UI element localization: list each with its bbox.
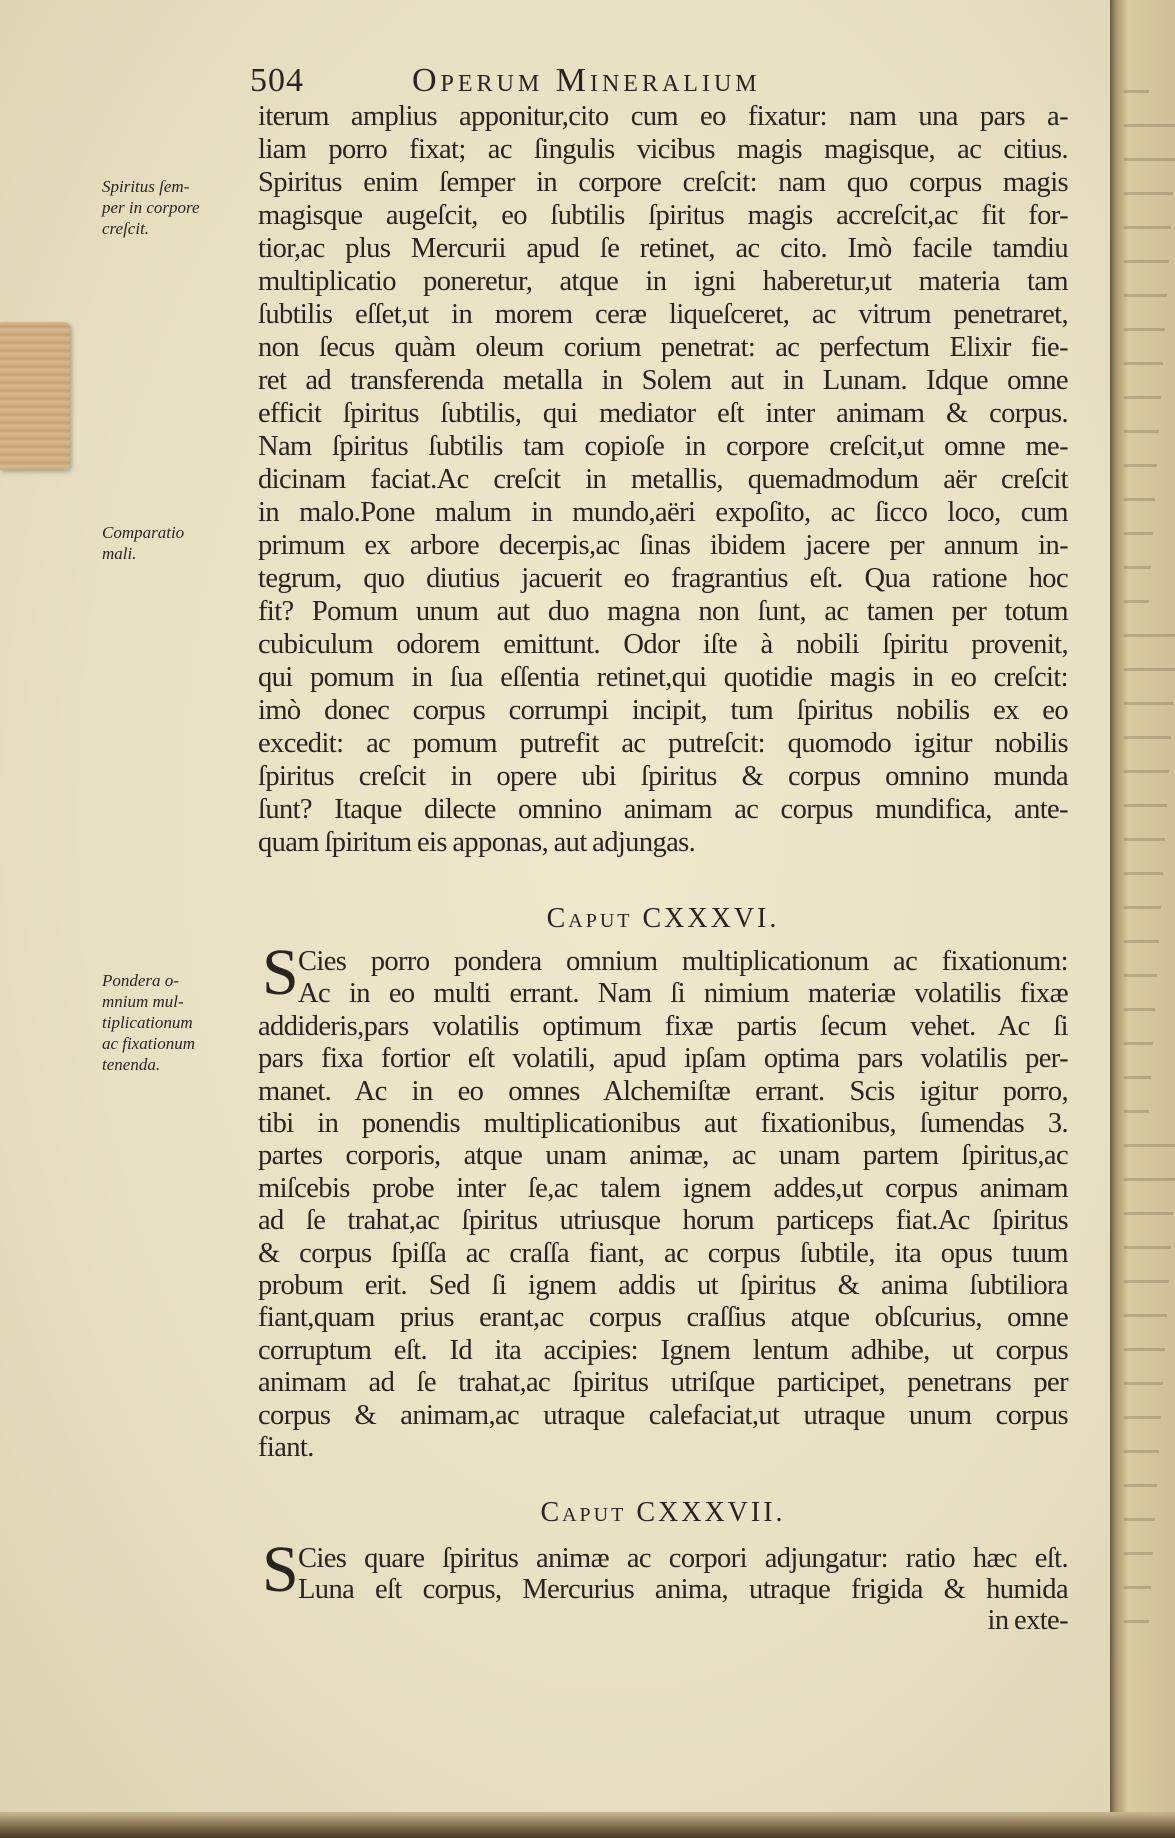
text-line: corruptum eſt. Id ita accipies: Ignem lentum adhibe, ut corpus	[258, 1334, 1068, 1366]
chapter-heading: Caput CXXXVI.	[546, 903, 780, 934]
bleed-through-mark	[1124, 804, 1167, 807]
text-line: fit? Pomum unum aut duo magna non ſunt, ac tamen per totum	[258, 596, 1068, 627]
bleed-through-mark	[1124, 872, 1163, 875]
page-number: 504	[250, 62, 304, 99]
text-line: efficit ſpiritus ſubtilis, qui mediator eſt inter animam & corpus.	[258, 398, 1068, 429]
bleed-through-mark	[1124, 1484, 1157, 1487]
bleed-through-mark	[1124, 532, 1153, 535]
text-line: Cies quare ſpiritus animæ ac corpori adjungatur: ratio hæc eſt.	[298, 1543, 1068, 1574]
bleed-through-mark	[1124, 328, 1165, 331]
margin-note-line: Spiritus ſem-	[102, 177, 190, 196]
text-line: partes corporis, atque unam animæ, ac unam partem ſpiritus,ac	[258, 1140, 1068, 1172]
text-line: addideris,pars volatilis optimum fixæ partis ſecum vehet. Ac ſi	[258, 1010, 1068, 1042]
margin-note	[102, 522, 262, 564]
bleed-through-mark	[1124, 396, 1161, 399]
text-line: tibi in ponendis multiplicationibus aut fixationibus, ſumendas 3.	[258, 1108, 1068, 1139]
bleed-through-mark	[1124, 702, 1173, 705]
text-line: Ac in eo multi errant. Nam ſi nimium materiæ volatilis fixæ	[298, 978, 1068, 1010]
bleed-through-mark	[1124, 668, 1175, 671]
margin-note	[102, 970, 262, 1075]
text-line: imò donec corpus corrumpi incipit, tum ſpiritus nobilis ex eo	[258, 695, 1068, 726]
bleed-through-mark	[1124, 226, 1171, 229]
margin-note-line: mali.	[102, 544, 137, 563]
drop-initial: S	[262, 936, 299, 1009]
bleed-through-mark	[1124, 1314, 1167, 1317]
bleed-through-mark	[1124, 260, 1169, 263]
bleed-through-mark	[1124, 1382, 1163, 1385]
text-line: manet. Ac in eo omnes Alchemiſtæ errant. Scis igitur porro,	[258, 1075, 1068, 1107]
margin-note-line: tenenda.	[102, 1055, 161, 1074]
bleed-through-mark	[1124, 974, 1157, 977]
bleed-through-mark	[1124, 1042, 1153, 1045]
text-line: tegrum, quo diutius jacuerit eo fragrantius eſt. Qua ratione hoc	[258, 563, 1068, 594]
margin-note-line: tiplicationum	[102, 1013, 193, 1032]
text-line: pars fixa fortior eſt volatili, apud ipſam optima pars volatilis per-	[258, 1043, 1068, 1075]
bleed-through-mark	[1124, 600, 1149, 603]
next-page-edge	[1110, 0, 1175, 1838]
text-line: miſcebis probe inter ſe,ac talem ignem addes,ut corpus animam	[258, 1172, 1068, 1204]
bleed-through-mark	[1124, 464, 1157, 467]
bleed-through-mark	[1124, 1008, 1155, 1011]
bleed-through-mark	[1124, 1212, 1173, 1215]
bleed-through-mark	[1124, 1586, 1151, 1589]
chapter-heading: Caput CXXXVII.	[540, 1497, 786, 1528]
bleed-through-mark	[1124, 906, 1161, 909]
text-line: excedit: ac pomum putrefit ac putreſcit: quomodo igitur nobilis	[258, 728, 1068, 759]
margin-note-line: ac fixationum	[102, 1034, 196, 1053]
bleed-through-mark	[1124, 1144, 1175, 1147]
text-line: qui pomum in ſua eſſentia retinet,qui quotidie magis in eo creſcit:	[258, 662, 1068, 693]
bleed-through-mark	[1124, 1552, 1153, 1555]
margin-note	[102, 176, 262, 239]
bleed-through-mark	[1124, 1246, 1171, 1249]
text-line: dicinam faciat.Ac creſcit in metallis, quemadmodum aër creſcit	[258, 464, 1068, 495]
bleed-through-mark	[1124, 736, 1171, 739]
margin-note-line: creſcit.	[102, 219, 150, 238]
text-line: cubiculum odorem emittunt. Odor iſte à nobili ſpiritu provenit,	[258, 629, 1068, 660]
text-line: iterum amplius apponitur,cito cum eo fixatur: nam una pars a-	[258, 101, 1068, 132]
bleed-through-mark	[1124, 294, 1167, 297]
text-line: ſubtilis eſſet,ut in morem ceræ liqueſceret, ac vitrum penetraret,	[258, 299, 1068, 330]
bleed-through-mark	[1124, 498, 1155, 501]
text-line: animam ad ſe trahat,ac ſpiritus utriſque participet, penetrans per	[258, 1367, 1068, 1399]
margin-note-line: mnium mul-	[102, 992, 184, 1011]
bleed-through-mark	[1124, 770, 1169, 773]
text-line: primum ex arbore decerpis,ac ſinas ibidem jacere per annum in-	[258, 530, 1068, 561]
bleed-through-mark	[1124, 566, 1151, 569]
text-line: ad ſe trahat,ac ſpiritus utriusque horum particeps fiat.Ac ſpiritus	[258, 1205, 1068, 1237]
text-line: fiant.	[258, 1432, 314, 1463]
text-line: probum erit. Sed ſi ignem addis ut ſpiritus & anima ſubtiliora	[258, 1270, 1068, 1301]
text-line: corpus & animam,ac utraque calefaciat,ut utraque unum corpus	[258, 1399, 1068, 1431]
text-line: Luna eſt corpus, Mercurius anima, utraque frigida & humida	[298, 1574, 1068, 1605]
text-line: multiplicatio poneretur, atque in igni haberetur,ut materia tam	[258, 266, 1068, 297]
text-line: quam ſpiritum eis apponas, aut adjungas.	[258, 827, 696, 858]
text-line: ret ad transferenda metalla in Solem aut in Lunam. Idque omne	[258, 365, 1068, 396]
catchword: in exte-	[987, 1605, 1068, 1636]
bleed-through-mark	[1124, 1620, 1149, 1623]
text-line: Nam ſpiritus ſubtilis tam copioſe in corpore creſcit,ut omne me-	[258, 431, 1068, 462]
text-line: liam porro fixat; ac ſingulis vicibus magis magisque, ac citius.	[258, 134, 1068, 165]
text-line: ſpiritus creſcit in opere ubi ſpiritus & corpus omnino munda	[258, 761, 1068, 792]
bleed-through-mark	[1124, 90, 1149, 93]
bleed-through-mark	[1124, 634, 1175, 637]
bleed-through-mark	[1124, 124, 1175, 127]
bleed-through-mark	[1124, 1076, 1151, 1079]
text-line: Spiritus enim ſemper in corpore creſcit: nam quo corpus magis	[258, 167, 1068, 198]
bleed-through-mark	[1124, 1348, 1165, 1351]
text-line: tior,ac plus Mercurii apud ſe retinet, ac cito. Imò facile tamdiu	[258, 233, 1068, 264]
text-line: fiant,quam prius erant,ac corpus craſſius atque obſcurius, omne	[258, 1302, 1068, 1334]
text-line: & corpus ſpiſſa ac craſſa fiant, ac corpus ſubtile, ita opus tuum	[258, 1237, 1068, 1269]
bleed-through-mark	[1124, 1280, 1169, 1283]
text-line: magisque augeſcit, eo ſubtilis ſpiritus magis accreſcit,ac fit for-	[258, 200, 1068, 231]
margin-note-line: per in corpore	[102, 198, 200, 217]
bleed-through-mark	[1124, 430, 1159, 433]
bleed-through-mark	[1124, 838, 1165, 841]
page-bottom-edge	[0, 1812, 1175, 1838]
bleed-through-mark	[1124, 1450, 1159, 1453]
bleed-through-mark	[1124, 192, 1173, 195]
bleed-through-mark	[1124, 158, 1175, 161]
bleed-through-mark	[1124, 940, 1159, 943]
running-title: Operum Mineralium	[412, 62, 761, 99]
drop-initial: S	[262, 1533, 299, 1606]
margin-note-line: Pondera o-	[102, 971, 179, 990]
bleed-through-mark	[1124, 1416, 1161, 1419]
text-line: non ſecus quàm oleum corium penetrat: ac perfectum Elixir fie-	[258, 332, 1068, 363]
text-line: ſunt? Itaque dilecte omnino animam ac corpus mundifica, ante-	[258, 794, 1068, 825]
bleed-through-mark	[1124, 362, 1163, 365]
bleed-through-mark	[1124, 1518, 1155, 1521]
bookmark-tab	[0, 322, 70, 470]
bleed-through-mark	[1124, 1178, 1175, 1181]
bleed-through-mark	[1124, 1110, 1149, 1113]
text-line: Cies porro pondera omnium multiplicationum ac fixationum:	[298, 946, 1068, 977]
text-line: in malo.Pone malum in mundo,aëri expoſito, ac ſicco loco, cum	[258, 497, 1068, 528]
margin-note-line: Comparatio	[102, 523, 185, 542]
